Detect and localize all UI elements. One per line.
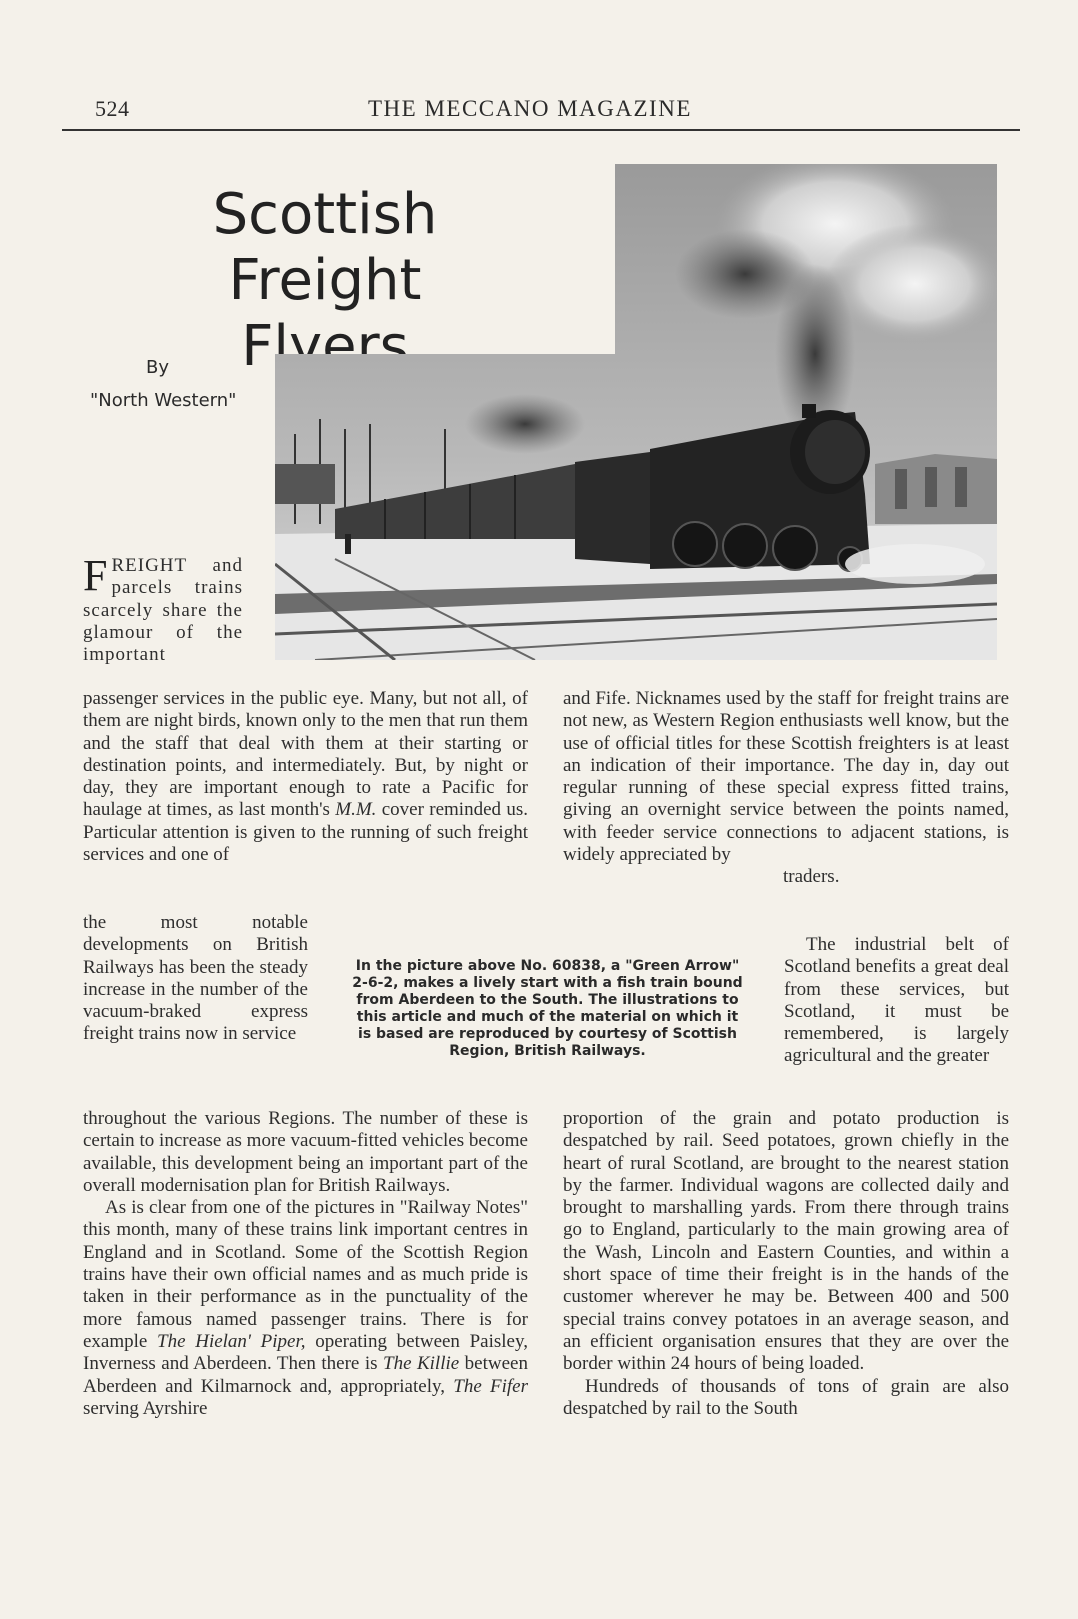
body-text: operating between Paisley, Inverness and Aberdeen. Then there is xyxy=(83,1330,529,1375)
byline-by: By xyxy=(146,357,170,378)
article-title-line1: Scottish Freight xyxy=(212,182,438,313)
magazine-title: THE MECCANO MAGAZINE xyxy=(368,96,692,121)
byline-author: "North Western" xyxy=(90,390,237,411)
page-number: 524 xyxy=(95,96,130,121)
body-text: and Fife. Nicknames used by the staff for freight trains are not new, as Western Region enthusiasts well know, but the use of official titles for these Scottish freighters is at least an indication of their importance. The day in, day out regular running of these special express fitted trains, giving an overnight service between the points named, with feeder service connections to adjacent stations, is widely appreciated by xyxy=(563,688,1009,866)
article-title-line2: Flyers xyxy=(241,314,409,379)
body-text: cover reminded us. Particular attention is given to the running of such freight services and one of xyxy=(83,799,528,866)
body-text: As is clear from one of the pictures in "Railway Notes" this month, many of these trains link important centres in England and in Scotland. Some of the Scottish Region trains have their own official names and as much pride is taken in their performance as in the punctuality of the more famous named passenger trains. There is for example xyxy=(83,1197,528,1352)
right-column-lower xyxy=(563,1108,1009,1420)
train-name: The Fifer xyxy=(453,1375,528,1397)
train-name: The Hielan' Piper, xyxy=(157,1330,306,1352)
body-text: serving Ayrshire xyxy=(83,1397,208,1419)
lead-text: REIGHT and parcels trains scarcely share the glamour of the important xyxy=(83,555,243,666)
photo-caption: In the picture above No. 60838, a "Green Arrow" 2-6-2, makes a lively start with a fish train bound from Aberdeen to the South. The illustrations to this article and much of the material on which it is based are reproduced by courtesy of Scottish Region, British Railways. xyxy=(352,958,743,1059)
body-italic: M.M. xyxy=(335,799,377,821)
left-column-narrow xyxy=(83,912,308,1046)
lead-paragraph xyxy=(83,551,243,666)
left-column-lower xyxy=(83,1108,528,1420)
article-title xyxy=(110,182,540,380)
right-column-narrow xyxy=(784,934,1009,1068)
train-name: The Killie xyxy=(383,1353,460,1375)
left-column-upper xyxy=(83,688,528,866)
header-rule xyxy=(62,129,1020,131)
body-text: throughout the various Regions. The number of these is certain to increase as more vacuum-fitted vehicles become available, this development being an important part of the overall modernisation plan for British Railways. xyxy=(83,1108,528,1196)
body-text: traders. xyxy=(783,866,840,888)
body-text: between Aberdeen and Kilmarnock and, appropriately, xyxy=(83,1353,528,1397)
body-text: passenger services in the public eye. Many, but not all, of them are night birds, known only to the men that run them and the staff that deal with them at their starting or destination points, and intermediately. But, by night or day, they are important enough to rate a Pacific for haulage at times, as last month's xyxy=(83,688,528,821)
body-text: the most notable developments on British Railways has been the steady increase in the number of the vacuum-braked express freight trains now in service xyxy=(83,912,308,1045)
right-column-upper xyxy=(563,688,1009,889)
drop-cap: F xyxy=(83,551,108,600)
body-text: The industrial belt of Scotland benefits a great deal from these services, but Scotland, it must be remembered, is largely agricultural and the greater xyxy=(784,934,1009,1067)
body-text: proportion of the grain and potato production is despatched by rail. Seed potatoes, grown chiefly in the heart of rural Scotland, are brought to the nearest station by the farmer. Individual wagons are collected daily and brought to marshalling yards. From there through trains go to England, particularly to the main growing area of the Wash, Lincoln and Eastern Counties, and within a short space of time their freight is in the hands of the customer wherever he may be. Between 400 and 500 special trains convey potatoes in an average season, and an efficient organisation ensures that they are over the border within 24 hours of being loaded. xyxy=(563,1108,1009,1375)
body-text: Hundreds of thousands of tons of grain are also despatched by rail to the South xyxy=(563,1375,1009,1419)
